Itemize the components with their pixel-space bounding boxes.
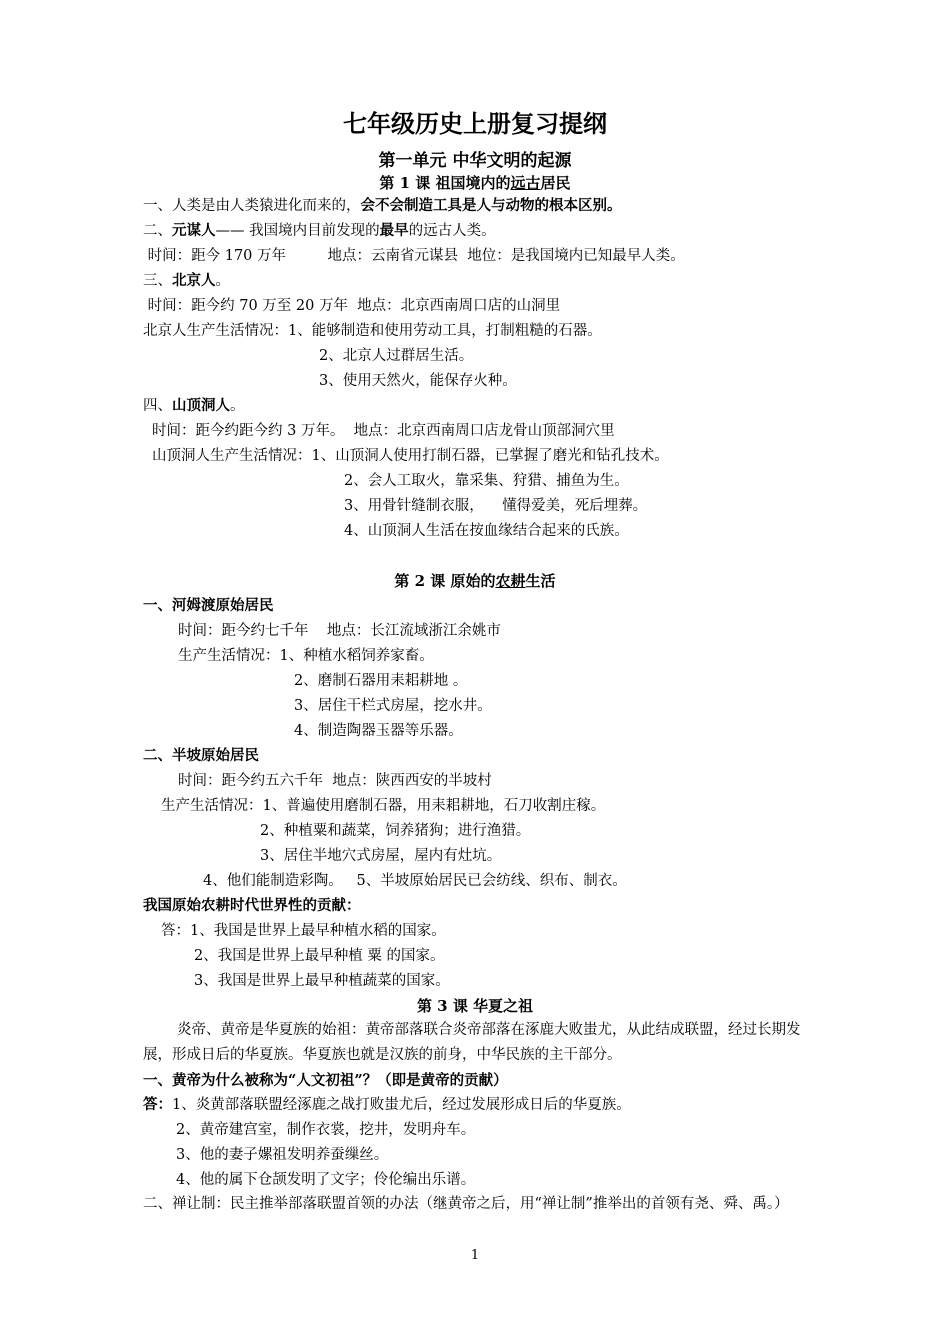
lesson2-line12: 4、他们能制造彩陶。 5、半坡原始居民已会纺线、织布、制衣。 bbox=[203, 873, 627, 889]
unit-heading: 第一单元 中华文明的起源 bbox=[378, 151, 572, 171]
lesson3-line4: 3、他的妻子嫘祖发明养蚕缫丝。 bbox=[176, 1147, 389, 1163]
lesson1-line5: 时间：距今约 70 万至 20 万年 地点：北京西南周口店的山洞里 bbox=[143, 298, 561, 314]
lesson2-line9: 生产生活情况：1、普遍使用磨制石器，用耒耜耕地，石刀收割庄稼。 bbox=[161, 798, 606, 814]
lesson1-line13: 3、用骨针缝制衣服， 懂得爱美，死后埋葬。 bbox=[344, 498, 648, 514]
lesson2-line2: 时间：距今约七千年 地点：长江流域浙江余姚市 bbox=[178, 623, 501, 639]
lesson2-line14: 答：1、我国是世界上最早种植水稻的国家。 bbox=[161, 923, 446, 939]
lesson3-paragraph2: 二、禅让制：民主推举部落联盟首领的办法（继黄帝之后，用“禅让制”推举出的首领有尧、舜、禹。） bbox=[143, 1196, 789, 1212]
lesson2-line13: 我国原始农耕时代世界性的贡献： bbox=[143, 897, 361, 914]
lesson3-line3: 2、黄帝建宫室，制作衣裳，挖井，发明舟车。 bbox=[176, 1122, 476, 1138]
lesson2-line8: 时间：距今约五六千年 地点：陕西西安的半坡村 bbox=[178, 773, 492, 789]
lesson1-line2: 二、元谋人—— 我国境内目前发现的最早的远古人类。 bbox=[143, 222, 496, 239]
page-title: 七年级历史上册复习提纲 bbox=[343, 109, 607, 138]
lesson2-line4: 2、磨制石器用耒耜耕地 。 bbox=[294, 673, 468, 689]
lesson2-line15: 2、我国是世界上最早种植 粟 的国家。 bbox=[194, 948, 445, 964]
lesson1-line6: 北京人生产生活情况：1、能够制造和使用劳动工具，打制粗糙的石器。 bbox=[143, 323, 602, 339]
lesson2-line1: 一、河姆渡原始居民 bbox=[143, 597, 274, 614]
lesson1-line12: 2、会人工取火，靠采集、狩猎、捕鱼为生。 bbox=[344, 473, 629, 489]
lesson2-line5: 3、居住干栏式房屋，挖水井。 bbox=[294, 698, 492, 714]
lesson1-line14: 4、山顶洞人生活在按血缘结合起来的氏族。 bbox=[344, 523, 629, 539]
lesson1-line11: 山顶洞人生产生活情况：1、山顶洞人使用打制石器，已掌握了磨光和钻孔技术。 bbox=[152, 448, 669, 464]
lesson1-line1: 一、人类是由人类猿进化而来的，会不会制造工具是人与动物的根本区别。 bbox=[143, 197, 622, 214]
lesson1-line4: 三、北京人。 bbox=[143, 272, 230, 289]
lesson1-line10: 时间：距今约距今约 3 万年。 地点：北京西南周口店龙骨山顶部洞穴里 bbox=[152, 423, 615, 439]
lesson2-line11: 3、居住半地穴式房屋，屋内有灶坑。 bbox=[260, 848, 502, 864]
lesson2-line3: 生产生活情况：1、种植水稻饲养家畜。 bbox=[178, 648, 434, 664]
lesson3-line2: 答：1、炎黄部落联盟经涿鹿之战打败蚩尤后，经过发展形成日后的华夏族。 bbox=[143, 1096, 631, 1113]
lesson1-heading: 第 1 课 祖国境内的远古居民 bbox=[379, 174, 571, 192]
lesson1-line7: 2、北京人过群居生活。 bbox=[319, 348, 474, 364]
lesson3-line5: 4、他的属下仓颉发明了文字；伶伦编出乐谱。 bbox=[176, 1172, 476, 1188]
lesson2-line6: 4、制造陶器玉器等乐器。 bbox=[294, 723, 463, 739]
lesson2-line16: 3、我国是世界上最早种植蔬菜的国家。 bbox=[194, 973, 450, 989]
lesson3-paragraph1: 炎帝、黄帝是华夏族的始祖：黄帝部落联合炎帝部落在涿鹿大败蚩尤，从此结成联盟，经过长期发展，形成日后的华夏族。华夏族也就是汉族的前身，中华民族的主干部分。 bbox=[143, 1022, 801, 1063]
lesson3-line1: 一、黄帝为什么被称为“人文初祖”？（即是黄帝的贡献） bbox=[143, 1072, 508, 1089]
lesson3-heading: 第 3 课 华夏之祖 bbox=[416, 997, 534, 1015]
lesson1-line8: 3、使用天然火，能保存火种。 bbox=[319, 373, 517, 389]
lesson1-line9: 四、山顶洞人。 bbox=[143, 397, 245, 414]
lesson2-line7: 二、半坡原始居民 bbox=[143, 747, 259, 764]
lesson2-heading: 第 2 课 原始的农耕生活 bbox=[394, 572, 556, 590]
lesson2-line10: 2、种植粟和蔬菜，饲养猪狗；进行渔猎。 bbox=[260, 823, 531, 839]
lesson1-line3: 时间：距今 170 万年 地点：云南省元谋县 地位：是我国境内已知最早人类。 bbox=[143, 248, 685, 264]
page-number: 1 bbox=[470, 1248, 480, 1263]
